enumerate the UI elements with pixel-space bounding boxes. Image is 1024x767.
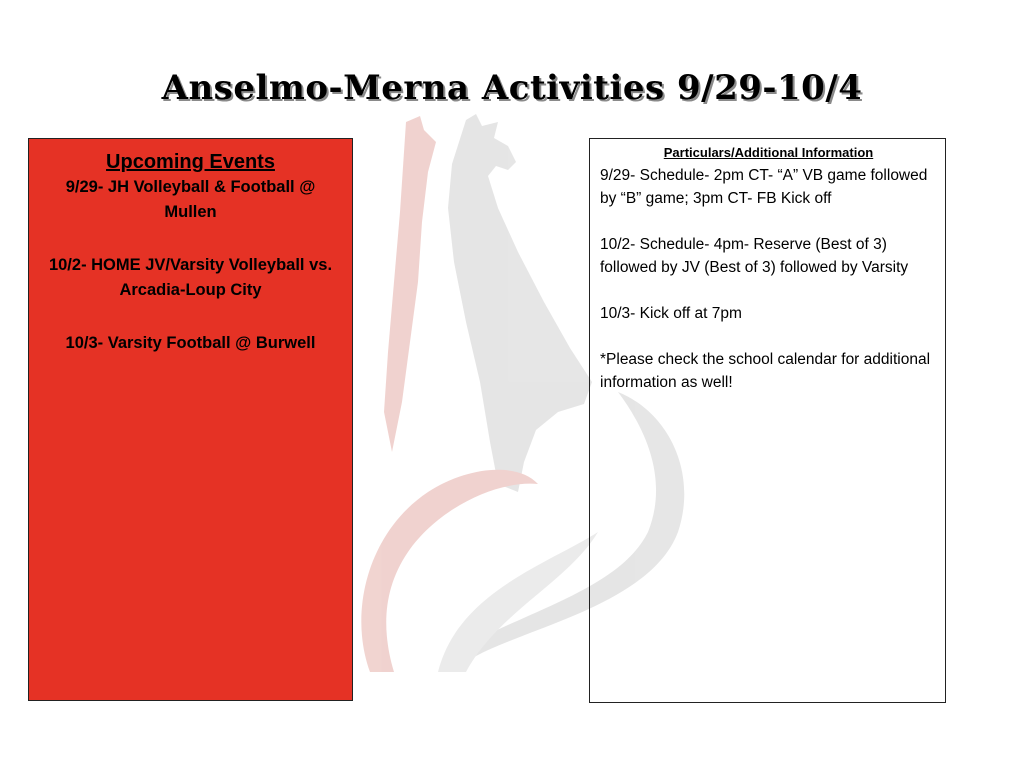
event-item: 10/2- HOME JV/Varsity Volleyball vs. Arcadia-Loup City — [48, 256, 333, 299]
info-item: *Please check the school calendar for additional information as well! — [600, 351, 931, 391]
upcoming-events-heading: Upcoming Events — [106, 151, 275, 173]
info-item: 10/3- Kick off at 7pm — [600, 305, 742, 322]
event-item: 10/3- Varsity Football @ Burwell — [65, 334, 316, 352]
page-title: Anselmo-Merna Activities 9/29-10/4 — [161, 68, 863, 108]
upcoming-events-panel — [28, 138, 353, 701]
info-item: 9/29- Schedule- 2pm CT- “A” VB game followed by “B” game; 3pm CT- FB Kick off — [600, 167, 928, 207]
info-item: 10/2- Schedule- 4pm- Reserve (Best of 3) followed by JV (Best of 3) followed by Varsity — [600, 236, 909, 276]
event-item: 9/29- JH Volleyball & Football @ Mullen — [65, 178, 316, 221]
particulars-heading: Particulars/Additional Information — [663, 145, 874, 160]
particulars-panel — [589, 138, 946, 703]
